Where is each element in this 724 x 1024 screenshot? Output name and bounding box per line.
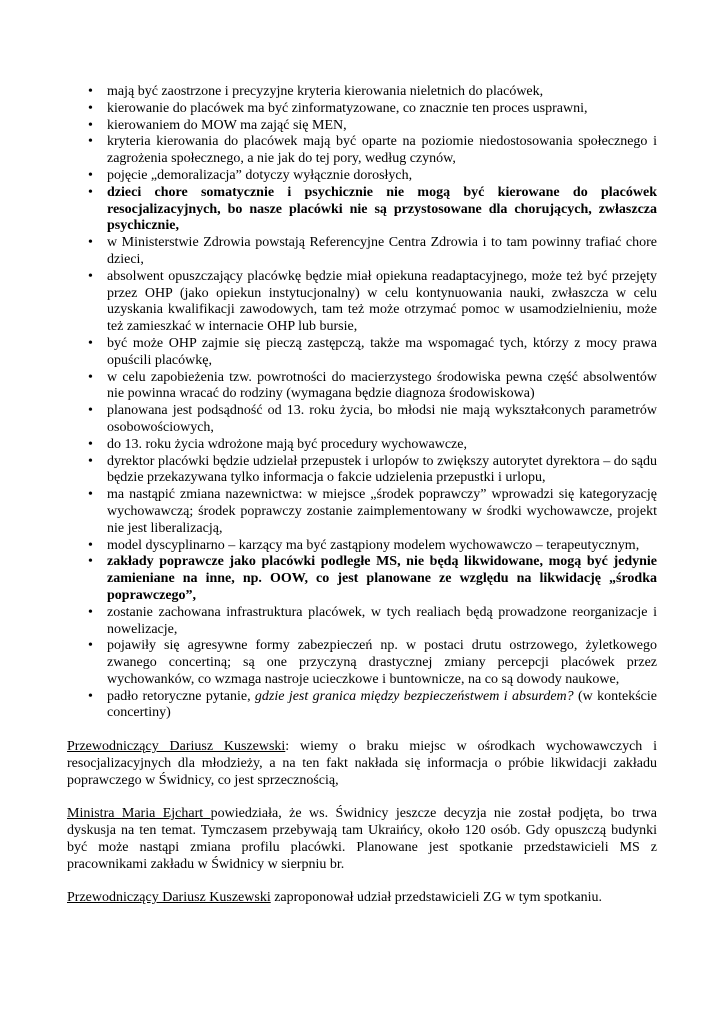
- text-run: gdzie jest granica między bezpieczeństwem i absurdem?: [254, 688, 574, 704]
- text-run: kierowaniem do MOW ma zająć się MEN,: [107, 117, 347, 133]
- list-item: [67, 638, 657, 688]
- list-item: [67, 538, 657, 555]
- text-run: kierowanie do placówek ma być zinformatyzowane, co znacznie ten proces usprawni,: [107, 100, 588, 116]
- text-run: pojęcie „demoralizacja” dotyczy wyłącznie dorosłych,: [107, 167, 413, 183]
- text-run: do 13. roku życia wdrożone mają być procedury wychowawcze,: [107, 436, 467, 452]
- text-run: Przewodniczący Dariusz Kuszewski: [67, 739, 286, 755]
- list-item: [67, 605, 657, 639]
- list-item: [67, 185, 657, 235]
- text-run: model dyscyplinarno – karzący ma być zastąpiony modelem wychowawczo – terapeutycznym,: [107, 537, 640, 553]
- text-run: kryteria kierowania do placówek mają być oparte na poziomie niedostosowania społecznego i zagrożenia społecznego, a nie jak do tej pory, według czynów,: [107, 134, 657, 167]
- text-run: (w kontekście concertiny): [107, 688, 657, 721]
- list-item: [67, 118, 657, 135]
- paragraph: [67, 890, 657, 907]
- text-run: dzieci chore somatycznie i psychicznie nie mogą być kierowane do placówek resocjalizacyjnych, bo nasze placówki nie są przystosowane dla chorujących, zwłaszcza psychicznie,: [107, 184, 657, 234]
- text-run: padło retoryczne pytanie,: [107, 688, 255, 704]
- text-run: powiedziała, że ws. Świdnicy jeszcze decyzja nie został podjęta, bo trwa dyskusja na ten temat. Tymczasem przebywają tam Ukraińcy, około 120 osób. Gdy opuszczą budynki być może nastąpi zmiana profilu placówki. Planowane jest spotkanie przedstawicieli MS z pracownikami zakładu w Świdnicy w sierpniu br.: [67, 806, 657, 872]
- text-run: ma nastąpić zmiana nazewnictwa: w miejsce „środek poprawczy” wprowadzi się kategoryzację wychowawczą; środek poprawczy zostanie zaimplementowany w środki wychowawcze, projekt nie jest liberalizacją,: [107, 487, 657, 536]
- text-run: Przewodniczący Dariusz Kuszewski: [67, 890, 271, 906]
- list-item: [67, 554, 657, 604]
- text-run: absolwent opuszczający placówkę będzie miał opiekuna readaptacyjnego, może też być przejęty przez OHP (jako opiekun instytucjonalny) w celu kontynuowania nauki, zwłaszcza w celu uzyskania kwalifikacji zawodowych, tam też może otrzymać pomoc w usamodzielnieniu, może też zamieszkać w internacie OHP lub bursie,: [107, 268, 657, 335]
- text-run: pojawiły się agresywne formy zabezpieczeń np. w postaci drutu ostrzowego, żyletkowego zwanego concertiną; są one przyczyną drastycznej zmiany percepcji placówek przez wychowanków, co wzmaga nastroje ucieczkowe i buntownicze, na co są dowody naukowe,: [107, 638, 657, 687]
- list-item: [67, 437, 657, 454]
- text-run: Ministra Maria Ejchart: [67, 806, 211, 822]
- text-run: planowana jest podsądność od 13. roku życia, bo młodsi nie mają wykształconych parametrów osobowościowych,: [107, 403, 657, 435]
- list-item: [67, 454, 657, 488]
- text-run: w celu zapobieżenia tzw. powrotności do macierzystego środowiska pewna część absolwentów nie powinna wracać do rodziny (wymagana będzie diagnoza środowiskowa): [107, 369, 657, 402]
- text-run: w Ministerstwie Zdrowia powstają Referencyjne Centra Zdrowia i to tam powinny trafiać chore dzieci,: [107, 235, 657, 267]
- text-run: mają być zaostrzone i precyzyjne kryteria kierowania nieletnich do placówek,: [107, 84, 544, 99]
- text-run: : wiemy o braku miejsc w ośrodkach wychowawczych i resocjalizacyjnych dla młodzieży, a na ten fakt nakłada się informacja o próbie likwidacji zakładu poprawczego w Świdnicy, co jest sprzecznością,: [67, 739, 657, 788]
- text-run: dyrektor placówki będzie udzielał przepustek i urlopów to zwiększy autorytet dyrektora – do sądu będzie przekazywana tylko informacja o fakcie udzielenia przepustki i urlopu,: [107, 453, 657, 486]
- list-item: [67, 336, 657, 370]
- paragraph: [67, 806, 657, 873]
- list-item: [67, 403, 657, 437]
- list-item: [67, 269, 657, 336]
- list-item: [67, 370, 657, 404]
- list-item: [67, 84, 657, 101]
- list-item: [67, 101, 657, 118]
- list-item: [67, 168, 657, 185]
- text-run: zostanie zachowana infrastruktura placówek, w tych realiach będą prowadzone reorganizacje i nowelizacje,: [107, 604, 657, 637]
- list-item: [67, 487, 657, 537]
- list-item: [67, 134, 657, 168]
- list-item: [67, 689, 657, 723]
- closing-paragraphs: [67, 739, 657, 907]
- document-content: [67, 84, 657, 907]
- paragraph: [67, 739, 657, 789]
- bullet-list: [67, 84, 657, 722]
- text-run: zakłady poprawcze jako placówki podległe MS, nie będą likwidowane, mogą być jedynie zamieniane na inne, np. OOW, co jest planowane ze względu na likwidację „środka poprawczego”,: [107, 554, 657, 603]
- text-run: być może OHP zajmie się pieczą zastępczą, także ma wspomagać tych, którzy z mocy prawa opuścili placówkę,: [107, 335, 657, 368]
- list-item: [67, 235, 657, 269]
- text-run: zaproponował udział przedstawicieli ZG w tym spotkaniu.: [270, 890, 602, 906]
